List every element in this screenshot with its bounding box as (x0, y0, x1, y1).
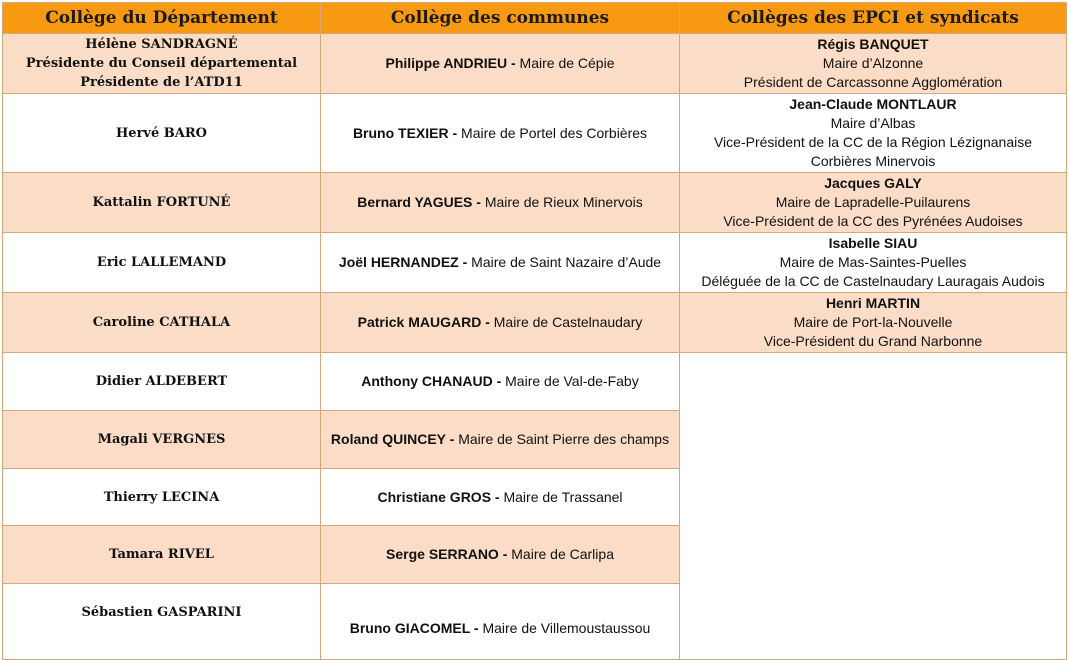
departement-cell: Hervé BARO (3, 94, 321, 173)
epci-cell (680, 34, 1067, 94)
epci-member-role: Président de Carcassonne Agglomération (743, 74, 1003, 90)
commune-cell (321, 94, 680, 173)
epci-cell (680, 173, 1067, 233)
epci-member-role: Corbières Minervois (810, 153, 936, 169)
members-table (2, 2, 1067, 660)
departement-member-title: Présidente de l’ATD11 (80, 75, 243, 90)
epci-cell (680, 233, 1067, 293)
commune-cell (321, 233, 680, 293)
commune-member-name: Philippe ANDRIEU - (385, 55, 516, 71)
commune-member-name: Patrick MAUGARD - (357, 314, 490, 330)
commune-cell (321, 293, 680, 353)
commune-member-name: Serge SERRANO - (386, 546, 508, 562)
table-row (3, 353, 1067, 411)
departement-cell (3, 34, 321, 94)
epci-member-name: Régis BANQUET (817, 36, 929, 52)
epci-member-role: Vice-Président du Grand Narbonne (763, 333, 983, 349)
header-college-departement: Collège du Département (3, 3, 321, 34)
commune-cell (321, 173, 680, 233)
commune-cell (321, 469, 680, 526)
departement-cell: Thierry LECINA (3, 469, 321, 526)
epci-member-role: Vice-Président de la CC de la Région Lézignanaise (713, 134, 1033, 150)
departement-cell: Didier ALDEBERT (3, 353, 321, 411)
commune-member-name: Bruno TEXIER - (352, 124, 458, 141)
commune-cell (321, 34, 680, 94)
epci-cell (680, 293, 1067, 353)
epci-cell (680, 94, 1067, 173)
epci-member-name: Isabelle SIAU (828, 235, 918, 251)
epci-member-role: Déléguée de la CC de Castelnaudary Lauragais Audois (701, 273, 1045, 289)
commune-member-name: Anthony CHANAUD - (361, 373, 502, 389)
commune-member-name: Joël HERNANDEZ - (338, 254, 468, 270)
commune-member-name: Bernard YAGUES - (357, 194, 481, 210)
epci-member-role: Maire de Port-la-Nouvelle (793, 314, 953, 330)
departement-cell: Caroline CATHALA (3, 293, 321, 353)
commune-member-role: Maire de Villemoustaussou (478, 620, 651, 636)
commune-member-role: Maire de Cépie (515, 55, 615, 71)
commune-cell (321, 584, 680, 660)
header-row (3, 3, 1067, 34)
commune-member-role: Maire de Castelnaudary (489, 314, 643, 330)
epci-empty-cell (680, 353, 1067, 660)
departement-member-name: Hélène SANDRAGNÉ (85, 37, 238, 52)
commune-member-role: Maire de Trassanel (499, 488, 623, 505)
commune-member-role: Maire de Saint Nazaire d’Aude (467, 254, 662, 270)
commune-member-role: Maire de Carlipa (507, 546, 614, 562)
commune-member-role: Maire de Portel des Corbières (457, 124, 648, 141)
departement-cell: Kattalin FORTUNÉ (3, 173, 321, 233)
epci-member-name: Henri MARTIN (825, 295, 921, 311)
commune-member-name: Roland QUINCEY - (330, 431, 455, 447)
header-college-communes: Collège des communes (321, 3, 680, 34)
header-college-epci: Collèges des EPCI et syndicats (680, 3, 1067, 34)
table-row (3, 34, 1067, 94)
departement-member-title: Présidente du Conseil départemental (25, 56, 298, 71)
epci-member-role: Maire de Mas-Saintes-Puelles (779, 254, 967, 270)
epci-member-role: Maire de Lapradelle-Puilaurens (775, 194, 971, 210)
table-row (3, 173, 1067, 233)
epci-member-name: Jacques GALY (824, 175, 922, 191)
commune-member-role: Maire de Rieux Minervois (480, 194, 643, 210)
departement-cell: Eric LALLEMAND (3, 233, 321, 293)
table-row (3, 233, 1067, 293)
commune-member-role: Maire de Saint Pierre des champs (454, 431, 670, 447)
epci-member-role: Maire d’Albas (830, 115, 916, 131)
commune-member-name: Christiane GROS - (377, 488, 500, 505)
commune-member-name: Bruno GIACOMEL - (349, 620, 479, 636)
table-row (3, 94, 1067, 173)
commune-member-role: Maire de Val-de-Faby (501, 373, 639, 389)
commune-cell (321, 353, 680, 411)
departement-cell: Sébastien GASPARINI (3, 584, 321, 660)
epci-member-name: Jean-Claude MONTLAUR (789, 96, 957, 112)
table-row (3, 293, 1067, 353)
departement-cell: Tamara RIVEL (3, 526, 321, 584)
epci-member-role: Vice-Président de la CC des Pyrénées Audoises (723, 213, 1023, 229)
epci-member-role: Maire d’Alzonne (822, 55, 924, 71)
commune-cell (321, 411, 680, 469)
departement-cell: Magali VERGNES (3, 411, 321, 469)
commune-cell (321, 526, 680, 584)
